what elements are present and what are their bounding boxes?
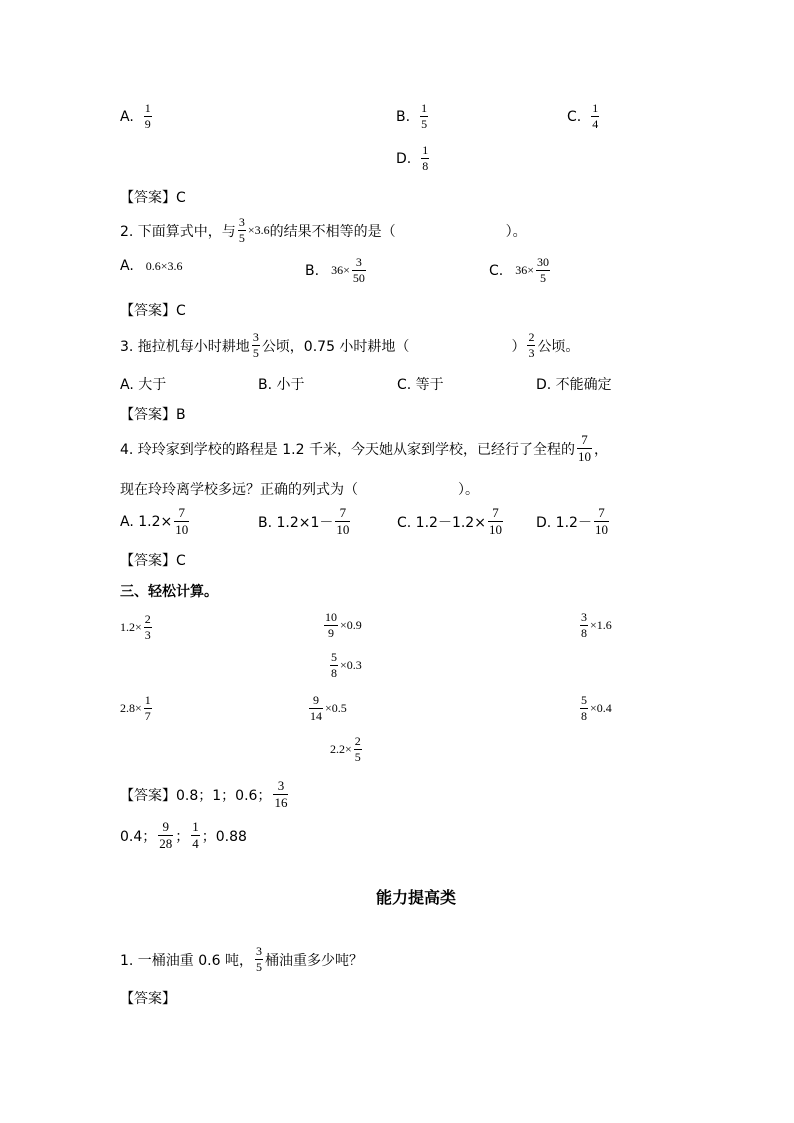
fraction: $\frac{7}{10}$ — [594, 505, 608, 537]
fraction: $\frac{1}{4}$ — [192, 819, 199, 851]
fraction: $\frac{3}{16}$ — [274, 778, 288, 810]
fraction: $\frac{3}{5}$ — [255, 944, 262, 974]
calc-expr-5: 2.8× $\frac{1}{7}$ — [120, 693, 151, 723]
calc-answer-line2: 0.4； $\frac{9}{28}$ ； $\frac{1}{4}$ ；0.88 — [120, 819, 247, 851]
q4-stem-line2: 现在玲玲离学校多远？正确的列式为（ ）。 — [120, 482, 479, 498]
fraction: $\frac{3}{8}$ — [581, 610, 587, 640]
fraction: $\frac{5}{8}$ — [331, 650, 337, 680]
adv-q1-answer: 【答案】 — [120, 991, 176, 1007]
section3-title: 三、轻松计算。 — [120, 584, 218, 600]
fraction: $\frac{1}{7}$ — [144, 693, 151, 723]
fraction: $\frac{30}{5}$ — [537, 255, 550, 285]
fraction: $\frac{7}{10}$ — [577, 432, 591, 464]
fraction: $\frac{2}{5}$ — [354, 734, 361, 764]
q1-option-b: B. $\frac{1}{5}$ — [396, 101, 428, 131]
fraction: $\frac{1}{9}$ — [144, 101, 151, 131]
q4-answer: 【答案】C — [120, 553, 186, 569]
adv-q1-stem: 1. 一桶油重 0.6 吨， $\frac{3}{5}$ 桶油重多少吨？ — [120, 944, 363, 974]
q4-option-a: A. 1.2× $\frac{7}{10}$ — [120, 505, 189, 537]
q2-option-a: A. 0.6×3.6 — [120, 258, 183, 274]
q1-option-a: A. $\frac{1}{9}$ — [120, 101, 151, 131]
calc-answer-line1: 【答案】0.8；1；0.6； $\frac{3}{16}$ — [120, 778, 288, 810]
fraction: $\frac{2}{3}$ — [144, 612, 151, 642]
calc-expr-1: 1.2× $\frac{2}{3}$ — [120, 612, 151, 642]
q4-option-d: D. 1.2－ $\frac{7}{10}$ — [536, 505, 608, 537]
section-heading: 能力提高类 — [376, 888, 457, 907]
q3-option-a: A. 大于 — [120, 377, 167, 393]
q1-answer: 【答案】C — [120, 190, 186, 206]
q2-answer: 【答案】C — [120, 303, 186, 319]
q4-stem-line1: 4. 玲玲家到学校的路程是 1.2 千米，今天她从家到学校，已经行了全程的 $\frac{7}{10}$ ， — [120, 432, 608, 464]
q3-option-b: B. 小于 — [258, 377, 305, 393]
fraction: $\frac{3}{5}$ — [252, 330, 259, 360]
fraction: $\frac{7}{10}$ — [488, 505, 502, 537]
q3-option-d: D. 不能确定 — [536, 377, 612, 393]
calc-expr-3: $\frac{3}{8}$ ×1.6 — [581, 610, 612, 640]
q1-option-d: D. $\frac{1}{8}$ — [396, 143, 429, 173]
fraction: $\frac{10}{9}$ — [325, 610, 337, 640]
q1-option-c: C. $\frac{1}{4}$ — [567, 101, 599, 131]
q3-option-c: C. 等于 — [397, 377, 444, 393]
q2-option-b: B. 36× $\frac{3}{50}$ — [305, 255, 365, 285]
calc-expr-4: $\frac{5}{8}$ ×0.3 — [331, 650, 362, 680]
q2-option-c: C. 36× $\frac{30}{5}$ — [489, 255, 550, 285]
fraction: $\frac{3}{50}$ — [352, 255, 365, 285]
calc-expr-6: $\frac{9}{14}$ ×0.5 — [310, 693, 347, 723]
fraction: $\frac{7}{10}$ — [175, 505, 189, 537]
calc-expr-2: $\frac{10}{9}$ ×0.9 — [325, 610, 362, 640]
fraction: $\frac{9}{28}$ — [159, 819, 173, 851]
fraction: $\frac{9}{14}$ — [310, 693, 322, 723]
calc-expr-8: 2.2× $\frac{2}{5}$ — [330, 734, 361, 764]
fraction: $\frac{2}{3}$ — [528, 330, 535, 360]
q3-answer: 【答案】B — [120, 407, 186, 423]
fraction: $\frac{1}{5}$ — [421, 101, 428, 131]
fraction: $\frac{5}{8}$ — [581, 693, 587, 723]
q4-option-c: C. 1.2－1.2× $\frac{7}{10}$ — [397, 505, 502, 537]
q4-option-b: B. 1.2×1－ $\frac{7}{10}$ — [258, 505, 350, 537]
fraction: $\frac{1}{4}$ — [592, 101, 599, 131]
fraction: $\frac{1}{8}$ — [422, 143, 429, 173]
q2-stem: 2. 下面算式中，与 $\frac{3}{5}$ ×3.6 的结果不相等的是（ ）。 — [120, 215, 527, 245]
calc-expr-7: $\frac{5}{8}$ ×0.4 — [581, 693, 612, 723]
q3-stem: 3. 拖拉机每小时耕地 $\frac{3}{5}$ 公顷，0.75 小时耕地（ ） $\frac{2}{3}$ 公顷。 — [120, 330, 580, 360]
fraction: $\frac{3}{5}$ — [238, 215, 245, 245]
fraction: $\frac{7}{10}$ — [336, 505, 350, 537]
